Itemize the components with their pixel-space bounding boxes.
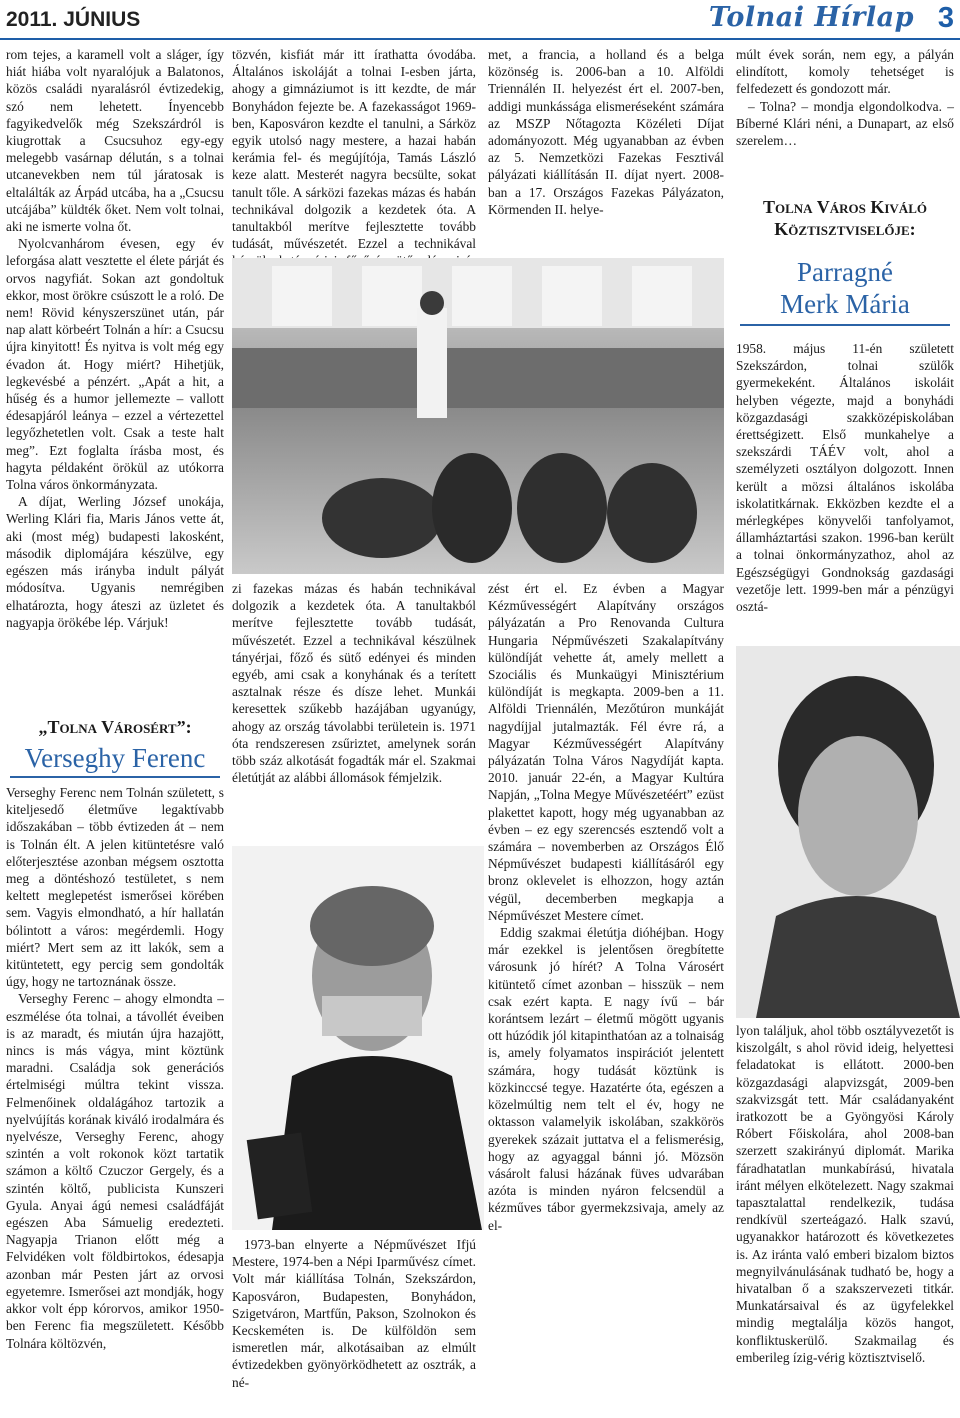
section-heading-koztisztviselo: Tolna Város Kiváló Köztisztviselője: xyxy=(763,197,927,239)
paragraph: Verseghy Ferenc – ahogy elmondta – eszmélése óta tolnai, a távollét éveiben is az maradt, és miután újra hazajött, nincs is más vágya, mint köztünk maradni. Családja sok generációs értelmiségi múltra tekint vissza. Felmenőinek oldalágához tartozik a nyelvújítás korának kiváló irodalmára és nyelvésze, Verseghy Ferenc, ahogy szintén a volt rokonok közt tartatik számon a költő Czuczor Gergely, és a szintén költő, publicista Kunszeri Gyula. Anyai ágú nemesi családfáját egészen Aba Sámuelig eredezteti. Nagyapja Trianon előtt még a Felvidéken volt földbirtokos, édesapja azonban már Pesten járt az orvosi egyetemre. Ismerősei azt mondják, hogy akkor volt épp kórorvos, amikor 1950-ben Ferenc fia megszületett. Később Tolnára költözvén, xyxy=(6,991,224,1351)
paragraph: Nyolcvanhárom évesen, egy év leforgása alatt vesztette el élete párját és orvos nagyfiát. Sokan azt gondoltuk ekkor, most örökre csúszott le a roló. De nem! Rövid kényszerszünet után, pár nap alatt körbeért Tolnán a hír: a Csucsu újra kinyitott! És nyitva is volt még egy évadon át. Hogy miért? Hihetjük, legkevésbé a pénzért. „Apát a hit, a hűség és a humor jellemezte – vallott édesapjáról leánya – ezzel a vértezettel legyőzhetetlen volt. Csak a teste halt meg”. Ezt foglalta írásba most, és hagyta példaként örökül az utókorra Tolna város önkormányzata. xyxy=(6,236,224,493)
paragraph: Eddig szakmai életútja dióhéjban. Hogy már ezekkel is jelentősen öregbítette városunk jó hírét? A Tolna Városért kitüntető címet azonban – hisszük – nem csak ezért kapta. E nagy ívű – bár korántsem lezárt – életmű mögött ugyanis ott húzódik jól kitapinthatóan az a tolnaiság is, amely folyamatos inspirációt jelentett számára, hogy tudását köztünk is közkinccsé tegye. Hazatérte óta, egészen a közelmúltig nem telt el év, hogy ne oktasson valamelyik iskolában, szakkörös gyerekek százait juttatva el a felismerésig, hogy az agyaggal bánni jó. Mözsön vásárolt falusi házának füves udvarában azóta is minden nyáron felcsendül a kézműves tábor gyermekzsivaja, amely az el- xyxy=(488,925,724,1233)
page-number: 3 xyxy=(937,2,954,34)
column-4-body xyxy=(736,340,954,640)
paragraph: – Tolna? – mondja elgondolkodva. – Bíberné Klári néni, a Dunapart, az első szerelem… xyxy=(736,98,954,149)
column-2-bottom xyxy=(232,1236,476,1416)
section-underline xyxy=(740,324,950,326)
paragraph: rom tejes, a karamell volt a sláger, így hiát hiába volt nyaralójuk a Balatonos, közös családi nyaralásról évtizedekig, szó nem lehetett. Ínyencebb fagyikedvelők még Szekszárdról is kiugrottak a Csucsuhoz egy-egy melegebb vasárnap délután, s a tolnai utcanevekben nem túl járatosak is eltalálták az Árpád utcába, ha a „Csucsu utcájába” küldték őket. Nem volt tolnai, aki ne ismerte volna őt. xyxy=(6,47,224,235)
issue-date: 2011. JÚNIUS xyxy=(6,8,141,31)
photo-parragne-merk-maria xyxy=(736,646,960,1018)
paragraph: zést ért el. Ez évben a Magyar Kézművességért Alapítvány országos pályázatán a Pro Renovanda Cultura Hungaria Népművészeti Szakalapítvány különdíját vehette át, amely mellett a Szociális és Munkaügyi Minisztérium különdíját is megkapta. 2009-ben a 11. Alföldi Triennálén, Mezőtúron munkáját nagydíjjal jutalmazták. Fél évre rá, a Magyar Kézművességért Alapítvány pályázatán Tolna Város Nagydíját kapta. 2010. január 22-én, a Magyar Kultúra Napján, „Tolna Megye Művészetéért” ezüst plakettet kapott, hogy még ugyanabban az évben – ez egy szerencsés esztendő volt a számára – novemberben az Országos Élő Népművészet budapesti kiállításáról egy bronz oklevelet is elhozzon, hogy aztán végül, decemberben megkapja a Népművészet Mestere címet. xyxy=(488,581,724,923)
paragraph: A díjat, Werling József unokája, Werling Klári fia, Maris János vette át, aki (most még) budapesti lakosként, második diplomájára készülve, egy egészen más irányba indult pályát módosítva. Ugyanis nemrégiben elhatározta, hogy áteszi az üzletet és nagyapja örökébe lép. Várjuk! xyxy=(6,494,224,630)
section-underline xyxy=(10,776,220,778)
column-2-mid xyxy=(232,580,476,838)
masthead-logo: Tolnai Hírlap xyxy=(708,2,914,33)
column-1-lower xyxy=(6,784,224,1416)
paragraph: tözvén, kisfiát már itt írathatta óvodába. Általános iskoláját a tolnai I-esben járta, ahogy a gimnáziumot is itt kezdte, de már Bonyhádon fejezte be. A fazekasságot 1969-ben, Kaposváron kezdte el tanulni, a Sárköz egyik utolsó nagy mestere, a hazai habán kerámia fel- és megújítója, Tamás László keze alatt. Mesterét nagyra becsülte, sokat tanult tőle. A sárközi fazekas mázas és habán technikával dolgozik a kezdetek óta. A tanultakból merítve fejlesztette tovább tudását, művészetét. Ezzel a technikával xyxy=(232,47,476,252)
section-name-parragne: Parragné xyxy=(797,257,893,287)
column-3-lower xyxy=(488,580,724,1416)
column-2-top xyxy=(232,46,476,252)
paragraph: zi fazekas mázas és habán technikával dolgozik a kezdetek óta. A tanultakból merítve fejlesztette tovább tudását, művészetét. Ezzel a technikával készülnek tányérjai, főző és sütő edényei és minden egyéb, ami csak a konyhának és a terített asztalnak része és dísze lehet. Munkái keresettek szűkebb hazájában ugyanúgy, ahogy az ország távolabbi területein is. 1971 óta rendszeresen zsűriztet, amelynek során több száz alkotását fogadták már el. Szakmai életútját az alábbi állomások fémjelzik. xyxy=(232,581,476,786)
column-3-top xyxy=(488,46,724,252)
page-header xyxy=(0,0,960,40)
section-name-merk-maria: Merk Mária xyxy=(780,289,910,319)
photo-verseghy-ferenc xyxy=(232,846,484,1230)
paragraph: múlt évek során, nem egy, a pályán elindított, komoly tehetséget is felfedezett és gondozott már. xyxy=(736,47,954,97)
paragraph: 1973-ban elnyerte a Népművészet Ifjú Mestere, 1974-ben a Népi Iparművész címet. Volt már kiállítása Tolnán, Szekszárdon, Kaposváron, Budapesten, Bonyhádon, Szigetváron, Martfűn, Pakson, Szolnokon és Kecskeméten is. De külföldön sem ismeretlen már, alkotásaiban az elmúlt évtizedekben gyönyörködhetett az osztrák, a né- xyxy=(232,1237,476,1390)
paragraph: Verseghy Ferenc nem Tolnán született, s kiteljesedő életműve legaktívabb időszakában – több évtizeden át – nem is Tolnán élt. A jelen kitüntetésre való előterjesztése azonban mégsem osztotta meg a döntéshozó testületet, s nem keltett meglepetést ismerősei körében sem. Vagyis elmondható, a hír hallatán bólintott a város: megérdemli. Hogy miért? Mert sem az itt lakók, sem a kitüntetett, egy percig sem gondolták úgy, hogy ne tartoznának össze. xyxy=(6,785,224,990)
header-rule xyxy=(0,38,960,40)
column-4-top xyxy=(736,46,954,176)
section-name-verseghy: Verseghy Ferenc xyxy=(24,743,206,773)
paragraph: lyon találjuk, ahol több osztályvezetőt is kiszolgált, s ahol rövid ideig, helyettesi feladatokat is ellátott. 2000-ben közgazdasági alapvizsgát, 2009-ben szakvizsgát tett. Már családanyaként iratkozott be a Gyöngyösi Károly Róbert Főiskolára, ahol 2008-ban szerzett szakirányú diplomát. Marika fáradhatatlan munkabírású, hivatala iránt mélyen elkötelezett. Nagy szakmai tapasztalattal rendelkezik, tudása rendkívül szerteágazó. Halk szavú, ugyanakkor határozott és következetes is. Az iránta való emberi bizalom biztos megnyilvánulásának tudható be, hogy a hivatalban ő a szakszervezeti titkár. Munkatársaival és az ügyfelekkel mindig megtalálja közös hangot, konfliktuskerülő. Szakmailag és emberileg ízig-vérig köztisztviselő. xyxy=(736,1023,954,1365)
paragraph: 1958. május 11-én született Szekszárdon, tolnai szülők gyermekeként. Általános iskoláit helyben végezte, majd a bonyhádi közgazdasági szakközépiskolában érettségizett. Első munkahelye a szekszárdi TÁÉV volt, ahol a személyzeti osztályon dolgozott. Innen került a mözsi általános iskolába iskolatitkárnak. Ekközben kezdte el a mérlegképes könyvelői tanfolyamot, államháztartási szakon. 1996-ban került a tolnai önkormányzathoz, ahol az Egészségügyi Gondnokság gazdasági vezetője lett. 1999-ben már a pénzügyi osztá- xyxy=(736,341,954,615)
column-4-bottom xyxy=(736,1022,954,1416)
photo-concert-quartet xyxy=(232,258,724,574)
paragraph: met, a francia, a holland és a belga közönség is. 2006-ban a 10. Alföldi Triennálén II. helyezést ért el. 2007-ben, addigi munkássága elismeréseként számára az MSZP Nőtagozta Közéleti Díjat adományozott. Még ugyanabban az évben az 5. Nemzetközi Fazekas Fesztivál pályázati kiállításán II. díjat nyert. 2008-ban a 17. Országos Fazekas Pályázaton, Körmenden II. helye- xyxy=(488,47,724,217)
section-heading-tolna-varosert: „Tolna Városért”: xyxy=(38,717,192,737)
